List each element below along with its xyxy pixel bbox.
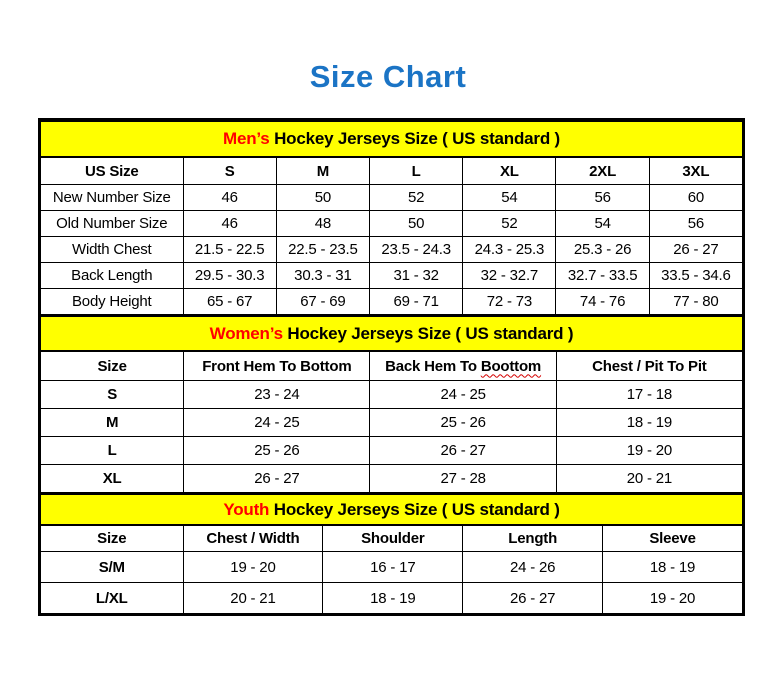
mens-value-cell: 31 - 32 xyxy=(370,263,463,289)
mens-value-cell: 21.5 - 22.5 xyxy=(183,237,276,263)
youth-table-row xyxy=(41,583,743,614)
mens-column-header: XL xyxy=(463,157,556,185)
mens-table-row xyxy=(41,289,743,315)
mens-row-label: New Number Size xyxy=(41,185,184,211)
womens-table-row xyxy=(41,409,743,437)
mens-column-header: L xyxy=(370,157,463,185)
mens-value-cell: 50 xyxy=(370,211,463,237)
mens-value-cell: 25.3 - 26 xyxy=(556,237,649,263)
mens-header-text: Hockey Jerseys Size ( US standard ) xyxy=(269,129,560,148)
mens-value-cell: 46 xyxy=(183,185,276,211)
womens-column-header xyxy=(370,351,556,381)
womens-column-header: Size xyxy=(41,351,184,381)
youth-value-cell: 20 - 21 xyxy=(183,583,323,614)
womens-value-cell: 20 - 21 xyxy=(556,465,742,493)
youth-header-text: Hockey Jerseys Size ( US standard ) xyxy=(269,499,560,519)
mens-banner-row xyxy=(41,121,743,157)
size-chart-tables xyxy=(38,118,745,616)
womens-table-row xyxy=(41,381,743,409)
mens-row-label: Width Chest xyxy=(41,237,184,263)
youth-value-cell: 26 - 27 xyxy=(463,583,603,614)
womens-value-cell: 25 - 26 xyxy=(370,409,556,437)
womens-row-label: S xyxy=(41,381,184,409)
youth-value-cell: 18 - 19 xyxy=(323,583,463,614)
mens-column-header: US Size xyxy=(41,157,184,185)
mens-value-cell: 54 xyxy=(556,211,649,237)
mens-value-cell: 65 - 67 xyxy=(183,289,276,315)
mens-value-cell: 54 xyxy=(463,185,556,211)
womens-banner-row xyxy=(41,316,743,351)
mens-row-label: Body Height xyxy=(41,289,184,315)
womens-section-header xyxy=(41,316,743,351)
youth-column-header: Shoulder xyxy=(323,525,463,552)
womens-header-text: Hockey Jerseys Size ( US standard ) xyxy=(282,323,574,343)
womens-value-cell: 27 - 28 xyxy=(370,465,556,493)
youth-section-header xyxy=(41,494,743,525)
womens-value-cell: 23 - 24 xyxy=(184,381,370,409)
womens-row-label: L xyxy=(41,437,184,465)
mens-row-label: Back Length xyxy=(41,263,184,289)
mens-column-header: M xyxy=(276,157,369,185)
womens-table-row xyxy=(41,465,743,493)
youth-size-table xyxy=(40,493,743,614)
womens-row-label: XL xyxy=(41,465,184,493)
mens-value-cell: 30.3 - 31 xyxy=(276,263,369,289)
youth-column-header: Length xyxy=(463,525,603,552)
page-title: Size Chart xyxy=(309,59,467,94)
mens-column-header: 2XL xyxy=(556,157,649,185)
womens-value-cell: 17 - 18 xyxy=(556,381,742,409)
mens-value-cell: 32 - 32.7 xyxy=(463,263,556,289)
womens-value-cell: 18 - 19 xyxy=(556,409,742,437)
column-header-text: Back Hem To xyxy=(385,357,481,375)
womens-value-cell: 25 - 26 xyxy=(184,437,370,465)
womens-value-cell: 19 - 20 xyxy=(556,437,742,465)
womens-table-row xyxy=(41,437,743,465)
youth-column-header: Size xyxy=(41,525,184,552)
mens-value-cell: 24.3 - 25.3 xyxy=(463,237,556,263)
womens-value-cell: 24 - 25 xyxy=(370,381,556,409)
mens-value-cell: 29.5 - 30.3 xyxy=(183,263,276,289)
youth-column-header: Sleeve xyxy=(603,525,743,552)
youth-column-header-row xyxy=(41,525,743,552)
youth-banner-row xyxy=(41,494,743,525)
womens-row-label: M xyxy=(41,409,184,437)
mens-value-cell: 77 - 80 xyxy=(649,289,742,315)
mens-column-header-row xyxy=(41,157,743,185)
mens-value-cell: 52 xyxy=(370,185,463,211)
womens-size-table xyxy=(40,315,743,493)
mens-value-cell: 67 - 69 xyxy=(276,289,369,315)
mens-section-header xyxy=(41,121,743,157)
mens-table-row xyxy=(41,263,743,289)
mens-header-highlight: Men’s xyxy=(223,129,270,148)
youth-value-cell: 18 - 19 xyxy=(603,552,743,583)
youth-column-header: Chest / Width xyxy=(183,525,323,552)
youth-value-cell: 19 - 20 xyxy=(183,552,323,583)
womens-value-cell: 24 - 25 xyxy=(184,409,370,437)
mens-value-cell: 33.5 - 34.6 xyxy=(649,263,742,289)
mens-value-cell: 56 xyxy=(556,185,649,211)
mens-value-cell: 46 xyxy=(183,211,276,237)
mens-size-table xyxy=(40,120,743,315)
mens-value-cell: 48 xyxy=(276,211,369,237)
youth-table-row xyxy=(41,552,743,583)
youth-row-label: L/XL xyxy=(41,583,184,614)
mens-value-cell: 50 xyxy=(276,185,369,211)
misspelled-word-squiggle: Boottom xyxy=(480,357,542,375)
mens-value-cell: 22.5 - 23.5 xyxy=(276,237,369,263)
mens-value-cell: 26 - 27 xyxy=(649,237,742,263)
mens-value-cell: 74 - 76 xyxy=(556,289,649,315)
mens-value-cell: 72 - 73 xyxy=(463,289,556,315)
mens-value-cell: 56 xyxy=(649,211,742,237)
mens-table-row xyxy=(41,237,743,263)
mens-value-cell: 32.7 - 33.5 xyxy=(556,263,649,289)
womens-header-highlight: Women’s xyxy=(209,323,283,343)
mens-value-cell: 60 xyxy=(649,185,742,211)
womens-value-cell: 26 - 27 xyxy=(370,437,556,465)
mens-row-label: Old Number Size xyxy=(41,211,184,237)
youth-value-cell: 24 - 26 xyxy=(463,552,603,583)
mens-column-header: 3XL xyxy=(649,157,742,185)
womens-column-header-row xyxy=(41,351,743,381)
mens-value-cell: 52 xyxy=(463,211,556,237)
womens-column-header: Chest / Pit To Pit xyxy=(556,351,742,381)
mens-column-header: S xyxy=(183,157,276,185)
womens-value-cell: 26 - 27 xyxy=(184,465,370,493)
youth-value-cell: 16 - 17 xyxy=(323,552,463,583)
mens-table-row xyxy=(41,185,743,211)
womens-column-header: Front Hem To Bottom xyxy=(184,351,370,381)
mens-value-cell: 23.5 - 24.3 xyxy=(370,237,463,263)
youth-row-label: S/M xyxy=(41,552,184,583)
youth-header-highlight: Youth xyxy=(223,499,270,519)
mens-table-row xyxy=(41,211,743,237)
youth-value-cell: 19 - 20 xyxy=(603,583,743,614)
mens-value-cell: 69 - 71 xyxy=(370,289,463,315)
